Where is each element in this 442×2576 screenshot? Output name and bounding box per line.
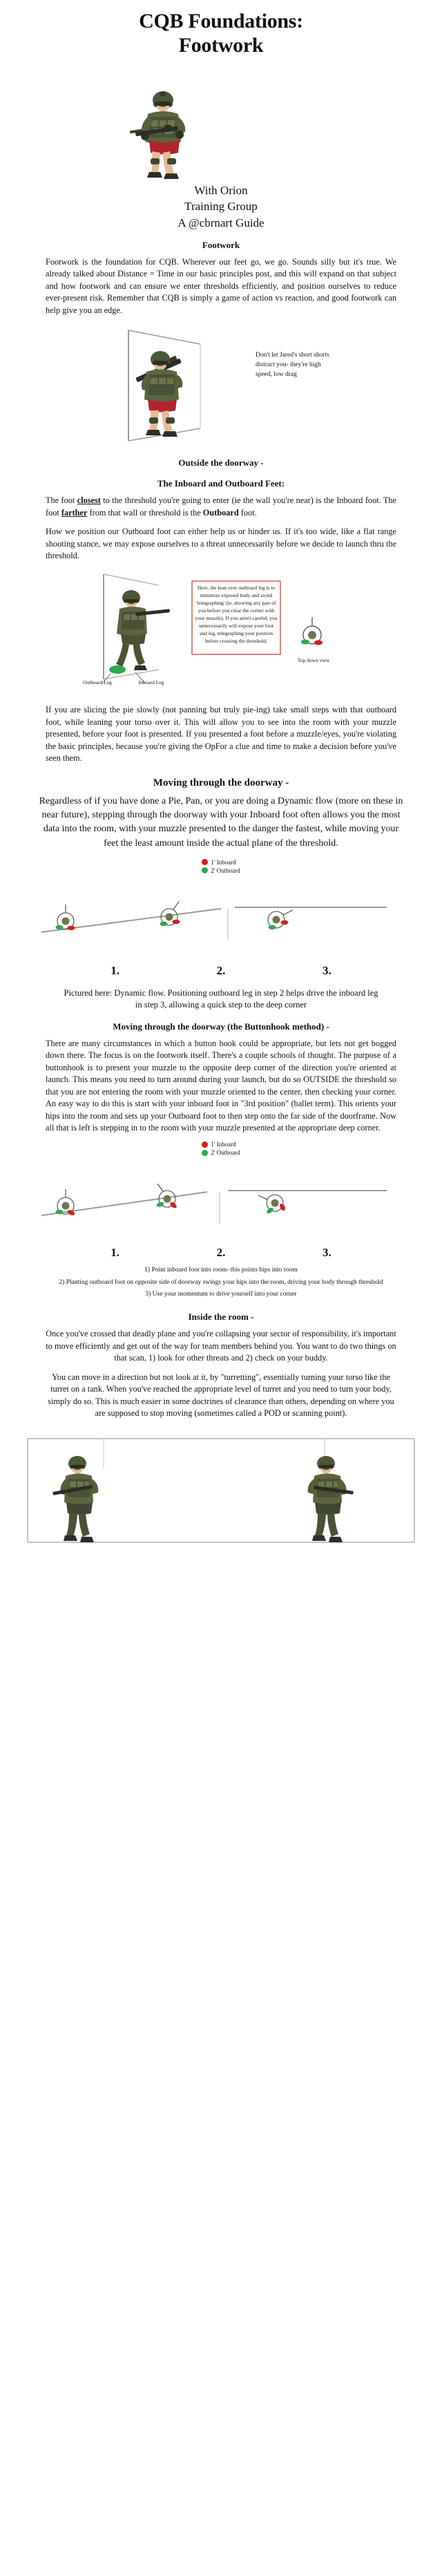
wall-stack-illustration (0, 323, 442, 448)
paragraph-inside-1: Once you've crossed that deadly plane and you're collapsing your sector of responsibility, it's important to move efficiently and get out of the way for team members behind you. You want to do two things on that scan, 1) look for other threats and 2) check on your buddy. (46, 1329, 396, 1363)
hero-operator-svg (0, 61, 442, 179)
subtitle-line-1: With Orion (194, 184, 248, 197)
buttonhook-note-2: 2) Planting outboard foot on opposite side of doorway swings your hips into the room, driving your body through threshold (59, 1278, 383, 1286)
txt-end: foot. (238, 507, 257, 518)
label-topdown-view: Top down view (297, 657, 330, 664)
txt-pre: The foot (46, 495, 77, 506)
legend-buttonhook (0, 1141, 442, 1156)
heading-buttonhook: Moving through the doorway (the Buttonhook method) - (113, 1021, 329, 1032)
legend-dynamic (0, 859, 442, 874)
subtitle-line-2: Training Group (184, 199, 258, 213)
step-number-2: 2. (216, 963, 226, 977)
heading-outside-doorway: Outside the doorway - (178, 457, 264, 468)
legend-outboard-label-bh: 2' Outboard (211, 1149, 240, 1157)
paragraph-dynamic: Regardless of if you have done a Pie, Pan, or you are doing a Dynamic flow (more on these in near future), stepping through the doorway with your Inboard foot often allows you the most data into the room, with your muzzle presented to the danger the fastest, while moving your feet the least amount inside the actual plane of the threshold. (39, 795, 403, 849)
paragraph-inside-2: You can move in a direction but not look at it, by "turretting", essentially turning your torso like the turret on a tank. When you've reached the appropriate level of turret and you need to turn your body, simply do so. This is much easier in some doctrines of clearance than others, depending on where you are supposed to stop moving (sometimes called a POD or scanning point). (48, 1372, 394, 1418)
title-line-1: CQB Foundations: (139, 10, 303, 32)
buttonhook-note-3: 3) Use your momentum to drive yourself into your corner (145, 1290, 297, 1298)
buttonhook-illustration (0, 1160, 442, 1243)
bh-step-number-1: 1. (110, 1246, 120, 1260)
label-outboard-leg: Outboard Leg (83, 679, 112, 686)
heading-inboard-outboard: The Inboard and Outboard Feet: (157, 478, 285, 489)
paragraph-footwork: Footwork is the foundation for CQB. Wherever our feet go, we go. Sounds silly but it's true. We already talked about Distance = Time in our basic principles post, and this will expand on that subject and how footwork and can ensure we enter thresholds efficiently, and position ourselves to reduce ever-present risk. Remember that CQB is simply a game of action vs reaction, and good footwork can help give you an edge. (46, 256, 396, 315)
txt-farther: farther (61, 507, 88, 518)
txt-closest: closest (77, 495, 101, 506)
bh-step-number-2: 2. (216, 1246, 226, 1260)
paragraph-inboard-outboard (0, 495, 442, 519)
hero-illustration (0, 61, 442, 179)
lean-illustration (0, 569, 442, 700)
inside-room-svg (0, 1426, 442, 1551)
title-line-2: Footwork (178, 33, 264, 57)
legend-inboard-label: 1' Inboard (211, 858, 236, 866)
txt-outboard: Outboard (202, 507, 239, 518)
inboard-dot-icon (202, 859, 208, 865)
paragraph-outboard-position: How we position our Outboard foot can either help us or hinder us. If it's too wide, like a flat range shooting stance, we may expose ourselves to a threat unnecessarily before we decide to launch thru the threshold. (46, 527, 396, 560)
buttonhook-svg (0, 1160, 442, 1243)
bh-step-number-3: 3. (322, 1246, 332, 1260)
lean-callout-text: Here, the lean over outboard leg is to minimize exposed body and avoid 'telegraphing' (ie, showing any part of you before you clear the corner with your muzzle). If you aren't careful, you unnecessarily will expose your foot and leg, telegraphing your position before crossing the threshold. (195, 585, 278, 645)
subtitle-credit: A @cbrnart Guide (177, 216, 265, 229)
legend-row-outboard (202, 867, 240, 874)
step-number-3: 3. (322, 963, 332, 977)
heading-inside-room: Inside the room - (188, 1311, 254, 1323)
outboard-dot-icon (202, 1150, 208, 1156)
legend-row-inboard (202, 859, 236, 866)
paragraph-buttonhook: There are many circumstances in which a button hook could be appropriate, but lets not get bogged down there. The focus is on the footwork itself. There's a couple schools of thought. The purpose of a buttonhook is to present your muzzle to the opposite deep corner of the direction you're oriented at launch. This means you need to turn around during your launch, but do so OUTSIDE the threshold so that you are not entering the room with your muzzle oriented to the center, then checking your corner. An easy way to do this is start with your inboard foot in "3rd position" (ballet term). This orients your hips into the room and sets up your Outboard foot to then step onto the far side of the doorframe. Now all that is left is stepping in to the room with your muzzle presented at the appropriate deep corner. (46, 1038, 396, 1133)
legend-row-inboard-bh (202, 1141, 236, 1148)
dynamic-step-numbers (0, 964, 442, 978)
txt-post: from that wall or threshold is the (87, 507, 203, 518)
inboard-dot-icon (202, 1142, 208, 1148)
heading-footwork: Footwork (202, 239, 240, 250)
legend-inboard-label-bh: 1' Inboard (211, 1141, 236, 1148)
outboard-dot-icon (202, 867, 208, 873)
inside-room-illustration (0, 1426, 442, 1551)
dynamic-caption: Pictured here: Dynamic flow. Positioning outboard leg in step 2 helps drive the inboard leg in step 3, allowing a quick step to the deep corner (64, 987, 378, 1010)
dynamic-flow-svg (0, 878, 442, 961)
paragraph-slicing-pie: If you are slicing the pie slowly (not panning but truly pie-ing) take small steps with that outboard foot, while leaning your torso over it. This will allow you to see into the room with your muzzle presented, before your foot is presented. If you presented a foot before a muzzle/eyes, you're violating the basic principles, because you're giving the OpFor a clue and time to make a decision before you've seen them. (46, 705, 396, 764)
page-title (0, 10, 442, 57)
guide-page (0, 10, 442, 1551)
legend-outboard-label: 2' Outboard (211, 866, 240, 874)
buttonhook-note-1: 1) Point inboard foot into room- this points hips into room (144, 1267, 298, 1274)
txt-mid: to the threshold you're going to enter (ie the wall you're near) is the Inboard foot. The foot (46, 495, 396, 518)
buttonhook-step-numbers (0, 1246, 442, 1260)
heading-moving-through: Moving through the doorway - (153, 777, 289, 788)
legend-row-outboard-bh (202, 1149, 240, 1156)
step-number-1: 1. (110, 963, 120, 977)
jared-note: Don't let Jared's short shorts distract you- they're high speed, low drag (256, 352, 329, 378)
label-inboard-leg: Inboard Leg (138, 679, 164, 686)
subtitle-block (0, 183, 442, 215)
dynamic-flow-illustration (0, 878, 442, 961)
wall-stack-svg (0, 323, 442, 448)
